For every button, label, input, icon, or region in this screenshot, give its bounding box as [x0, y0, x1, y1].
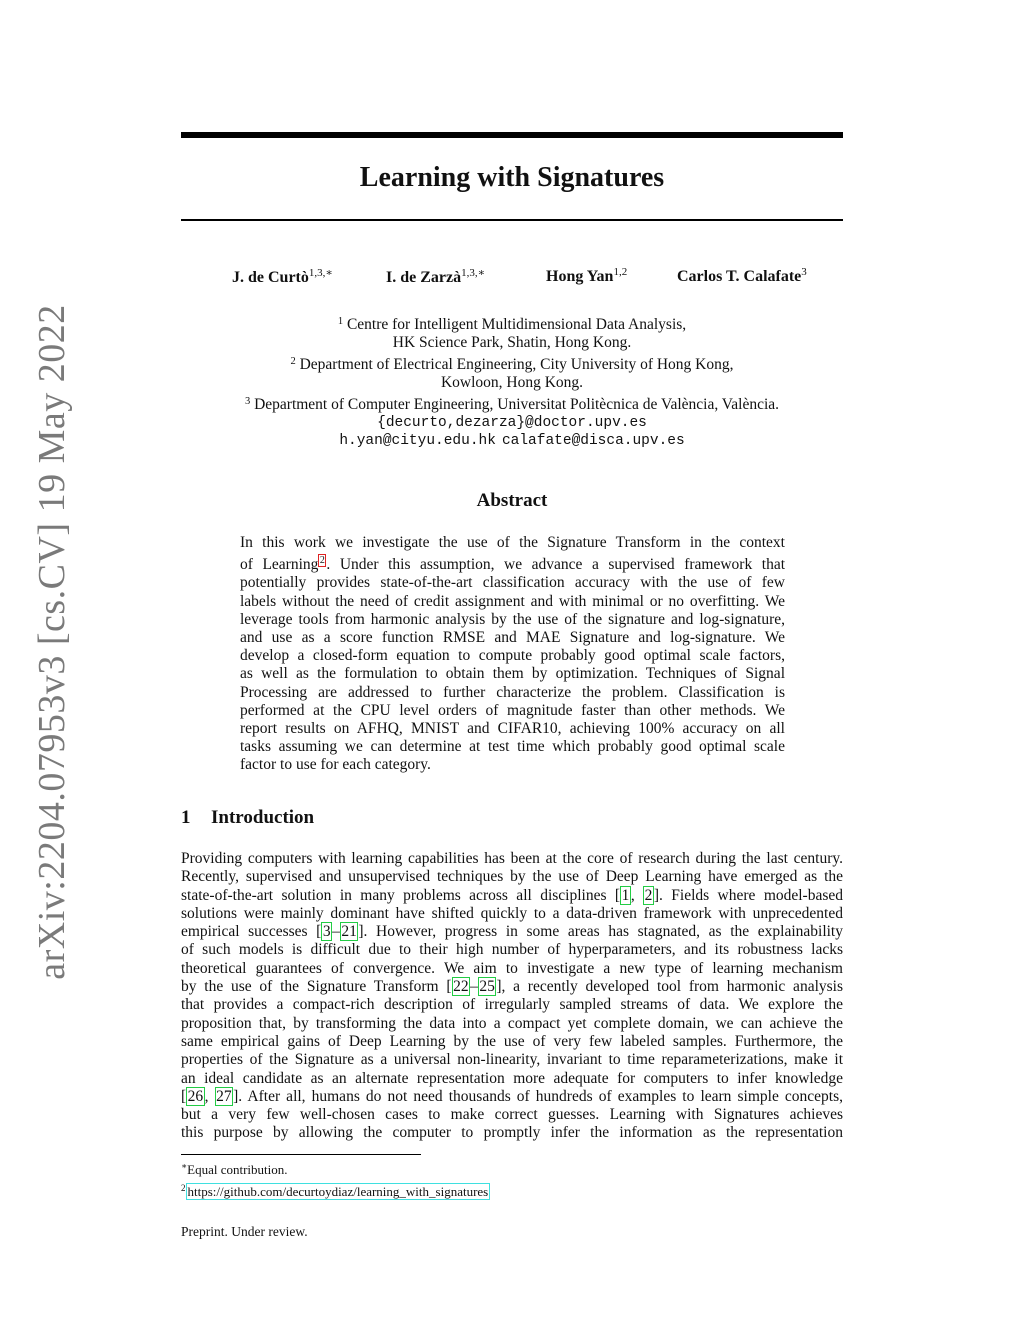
- affiliation-mark: 1: [337, 316, 344, 327]
- intro-line: an ideal candidate as an alternate representation more adequate for computers to infer knowledge: [181, 1069, 843, 1087]
- abstract-heading: Abstract: [476, 490, 548, 511]
- abstract-line: leverage tools from harmonic analysis by the use of the signature and log-signature,: [240, 610, 785, 628]
- citation-link[interactable]: 27: [216, 1087, 232, 1105]
- arxiv-identifier-stamp: arXiv:2204.07953v3 [cs.CV] 19 May 2022: [31, 304, 73, 980]
- author-affiliation-marks: 1,3,∗: [461, 267, 486, 279]
- footnotes: [181, 1157, 490, 1201]
- intro-line: [26, 27]. After all, humans do not need thousands of hundreds of examples to learn simple concepts,: [181, 1087, 844, 1105]
- affiliation-1-line-2: HK Science Park, Shatin, Hong Kong.: [392, 334, 632, 352]
- preprint-note: Preprint. Under review.: [181, 1224, 308, 1239]
- affiliation-1-line-1: [181, 313, 843, 334]
- abstract-line: and use as a score function RMSE and MAE Signature and log-signature. We: [240, 629, 785, 647]
- abstract-line: factor to use for each category.: [240, 756, 431, 774]
- footnote-text: Equal contribution.: [187, 1162, 288, 1177]
- footnote-ref-link[interactable]: 2: [319, 555, 325, 567]
- github-repo-link[interactable]: https://github.com/decurtoydiaz/learning_with_signatures: [187, 1184, 489, 1199]
- author-name: J. de Curtò: [232, 269, 309, 286]
- affiliations-block: [181, 313, 843, 451]
- section-title: Introduction: [211, 807, 315, 828]
- author-name: Carlos T. Calafate: [677, 268, 802, 285]
- title-bottom-rule: [181, 219, 843, 221]
- footnote-mark: ∗: [181, 1161, 188, 1171]
- intro-line: empirical successes [3–21]. However, progress in some areas has stagnated, as the explainability: [181, 923, 843, 941]
- affiliation-2-line-1: [181, 353, 843, 374]
- abstract-line: labels without the need of credit assignment and with minimal or no overfitting. We: [240, 592, 785, 610]
- footnote-github: [181, 1179, 490, 1201]
- abstract-line: of Learning $^2$. Under this assumption, we advance a supervised framework that: [240, 555, 785, 574]
- author-affiliation-marks: 3: [801, 266, 807, 278]
- abstract-line: Processing are addressed to further characterize the problem. Classification is: [240, 683, 785, 701]
- affiliation-mark: 2: [290, 355, 296, 367]
- abstract-body: [240, 534, 785, 775]
- affiliation-2-line-2: Kowloon, Hong Kong.: [440, 374, 584, 392]
- affiliation-3-line-1: [181, 393, 843, 414]
- abstract-line: develop a closed-form equation to compute probably good optimal scale factors,: [240, 647, 785, 665]
- citation-link[interactable]: 21: [341, 923, 357, 941]
- title-top-rule: [181, 132, 843, 138]
- citation-link[interactable]: 1: [621, 886, 630, 904]
- affiliation-text: Centre for Intelligent Multidimensional Data Analysis,: [346, 316, 687, 333]
- intro-line: state-of-the-art solution in many problems across all disciplines [1, 2]. Fields where model-based: [181, 886, 844, 904]
- citation-link[interactable]: 3: [322, 923, 331, 941]
- footnote-equal-contribution: [181, 1157, 490, 1179]
- email-line-2: [181, 432, 843, 450]
- email-line-1[interactable]: {decurto,dezarza}@doctor.upv.es: [377, 415, 647, 432]
- author-name: Hong Yan: [546, 268, 614, 285]
- author-affiliation-marks: 1,2: [613, 266, 628, 278]
- citation-link[interactable]: 26: [187, 1087, 204, 1105]
- abstract-line: performed at the CPU level orders of magnitude faster than other methods. We: [240, 701, 785, 719]
- intro-line: by the use of the Signature Transform [22–25], a recently developed tool from harmonic analysis: [181, 978, 843, 996]
- affiliation-text: Department of Electrical Engineering, City University of Hong Kong,: [299, 355, 734, 373]
- intro-line: Recently, supervised and unsupervised techniques by the use of Deep Learning have emerged as the: [181, 868, 843, 886]
- email-hong-yan[interactable]: h.yan@cityu.edu.hk: [339, 433, 496, 450]
- intro-line: that provides a compact-rich description of irregularly sampled streams of data. We explore the: [181, 996, 843, 1014]
- intro-line: this purpose by allowing the computer to promptly infer the information as the representation: [181, 1124, 843, 1142]
- intro-line: solutions were mainly dominant have shifted quickly to a data-driven framework with unprecedented: [181, 904, 843, 922]
- citation-link[interactable]: 2: [644, 886, 653, 904]
- author-1: [232, 266, 333, 287]
- author-3: [546, 266, 627, 286]
- affiliation-text: Department of Computer Engineering, Universitat Politècnica de València, València.: [254, 395, 780, 413]
- author-4: [677, 266, 807, 286]
- citation-link[interactable]: 25: [479, 978, 495, 996]
- citation-link[interactable]: 22: [453, 978, 469, 996]
- section-heading-introduction: [181, 807, 314, 829]
- intro-line: but a very few well-chosen cases to make correct guesses. Learning with Signatures achieves: [181, 1106, 843, 1124]
- affiliation-mark: 3: [244, 395, 251, 407]
- author-name: I. de Zarzà: [386, 269, 462, 286]
- footnote-mark: 2: [181, 1183, 186, 1193]
- intro-line: theoretical guarantees of convergence. We aim to investigate a new type of learning mechanism: [181, 959, 843, 977]
- author-list: [181, 266, 843, 290]
- abstract-line: tasks assuming we can determine at test time which probably good optimal scale: [240, 738, 785, 756]
- intro-line: same empirical gains of Deep Learning by the use of very few labeled samples. Furthermore, the: [181, 1032, 843, 1050]
- paper-title: Learning with Signatures: [359, 162, 665, 193]
- author-affiliation-marks: 1,3,∗: [308, 267, 333, 279]
- intro-line: proposition that, by transforming the data into a compact yet complete domain, we can achieve the: [181, 1014, 843, 1032]
- introduction-body: [181, 850, 843, 1143]
- intro-line: Providing computers with learning capabilities has been at the core of research during the last century.: [181, 850, 843, 867]
- abstract-line: potentially provides state-of-the-art classification accuracy with the use of few: [240, 574, 785, 592]
- email-calafate[interactable]: calafate@disca.upv.es: [501, 433, 685, 450]
- intro-line: properties of the Signature as a universal non-linearity, invariant to time reparameterizations, make it: [181, 1051, 843, 1069]
- abstract-line: report results on AFHQ, MNIST and CIFAR10, achieving 100% accuracy on all: [240, 720, 785, 738]
- author-2: [386, 266, 485, 287]
- footnote-divider: [181, 1154, 421, 1155]
- abstract-line: as well as the formulation to obtain them by optimization. Techniques of Signal: [240, 665, 785, 683]
- intro-line: of such models is difficult due to their high number of hyperparameters, and its robustness lacks: [181, 941, 843, 959]
- section-number: 1: [181, 807, 191, 828]
- abstract-line: In this work we investigate the use of the Signature Transform in the context: [240, 534, 785, 551]
